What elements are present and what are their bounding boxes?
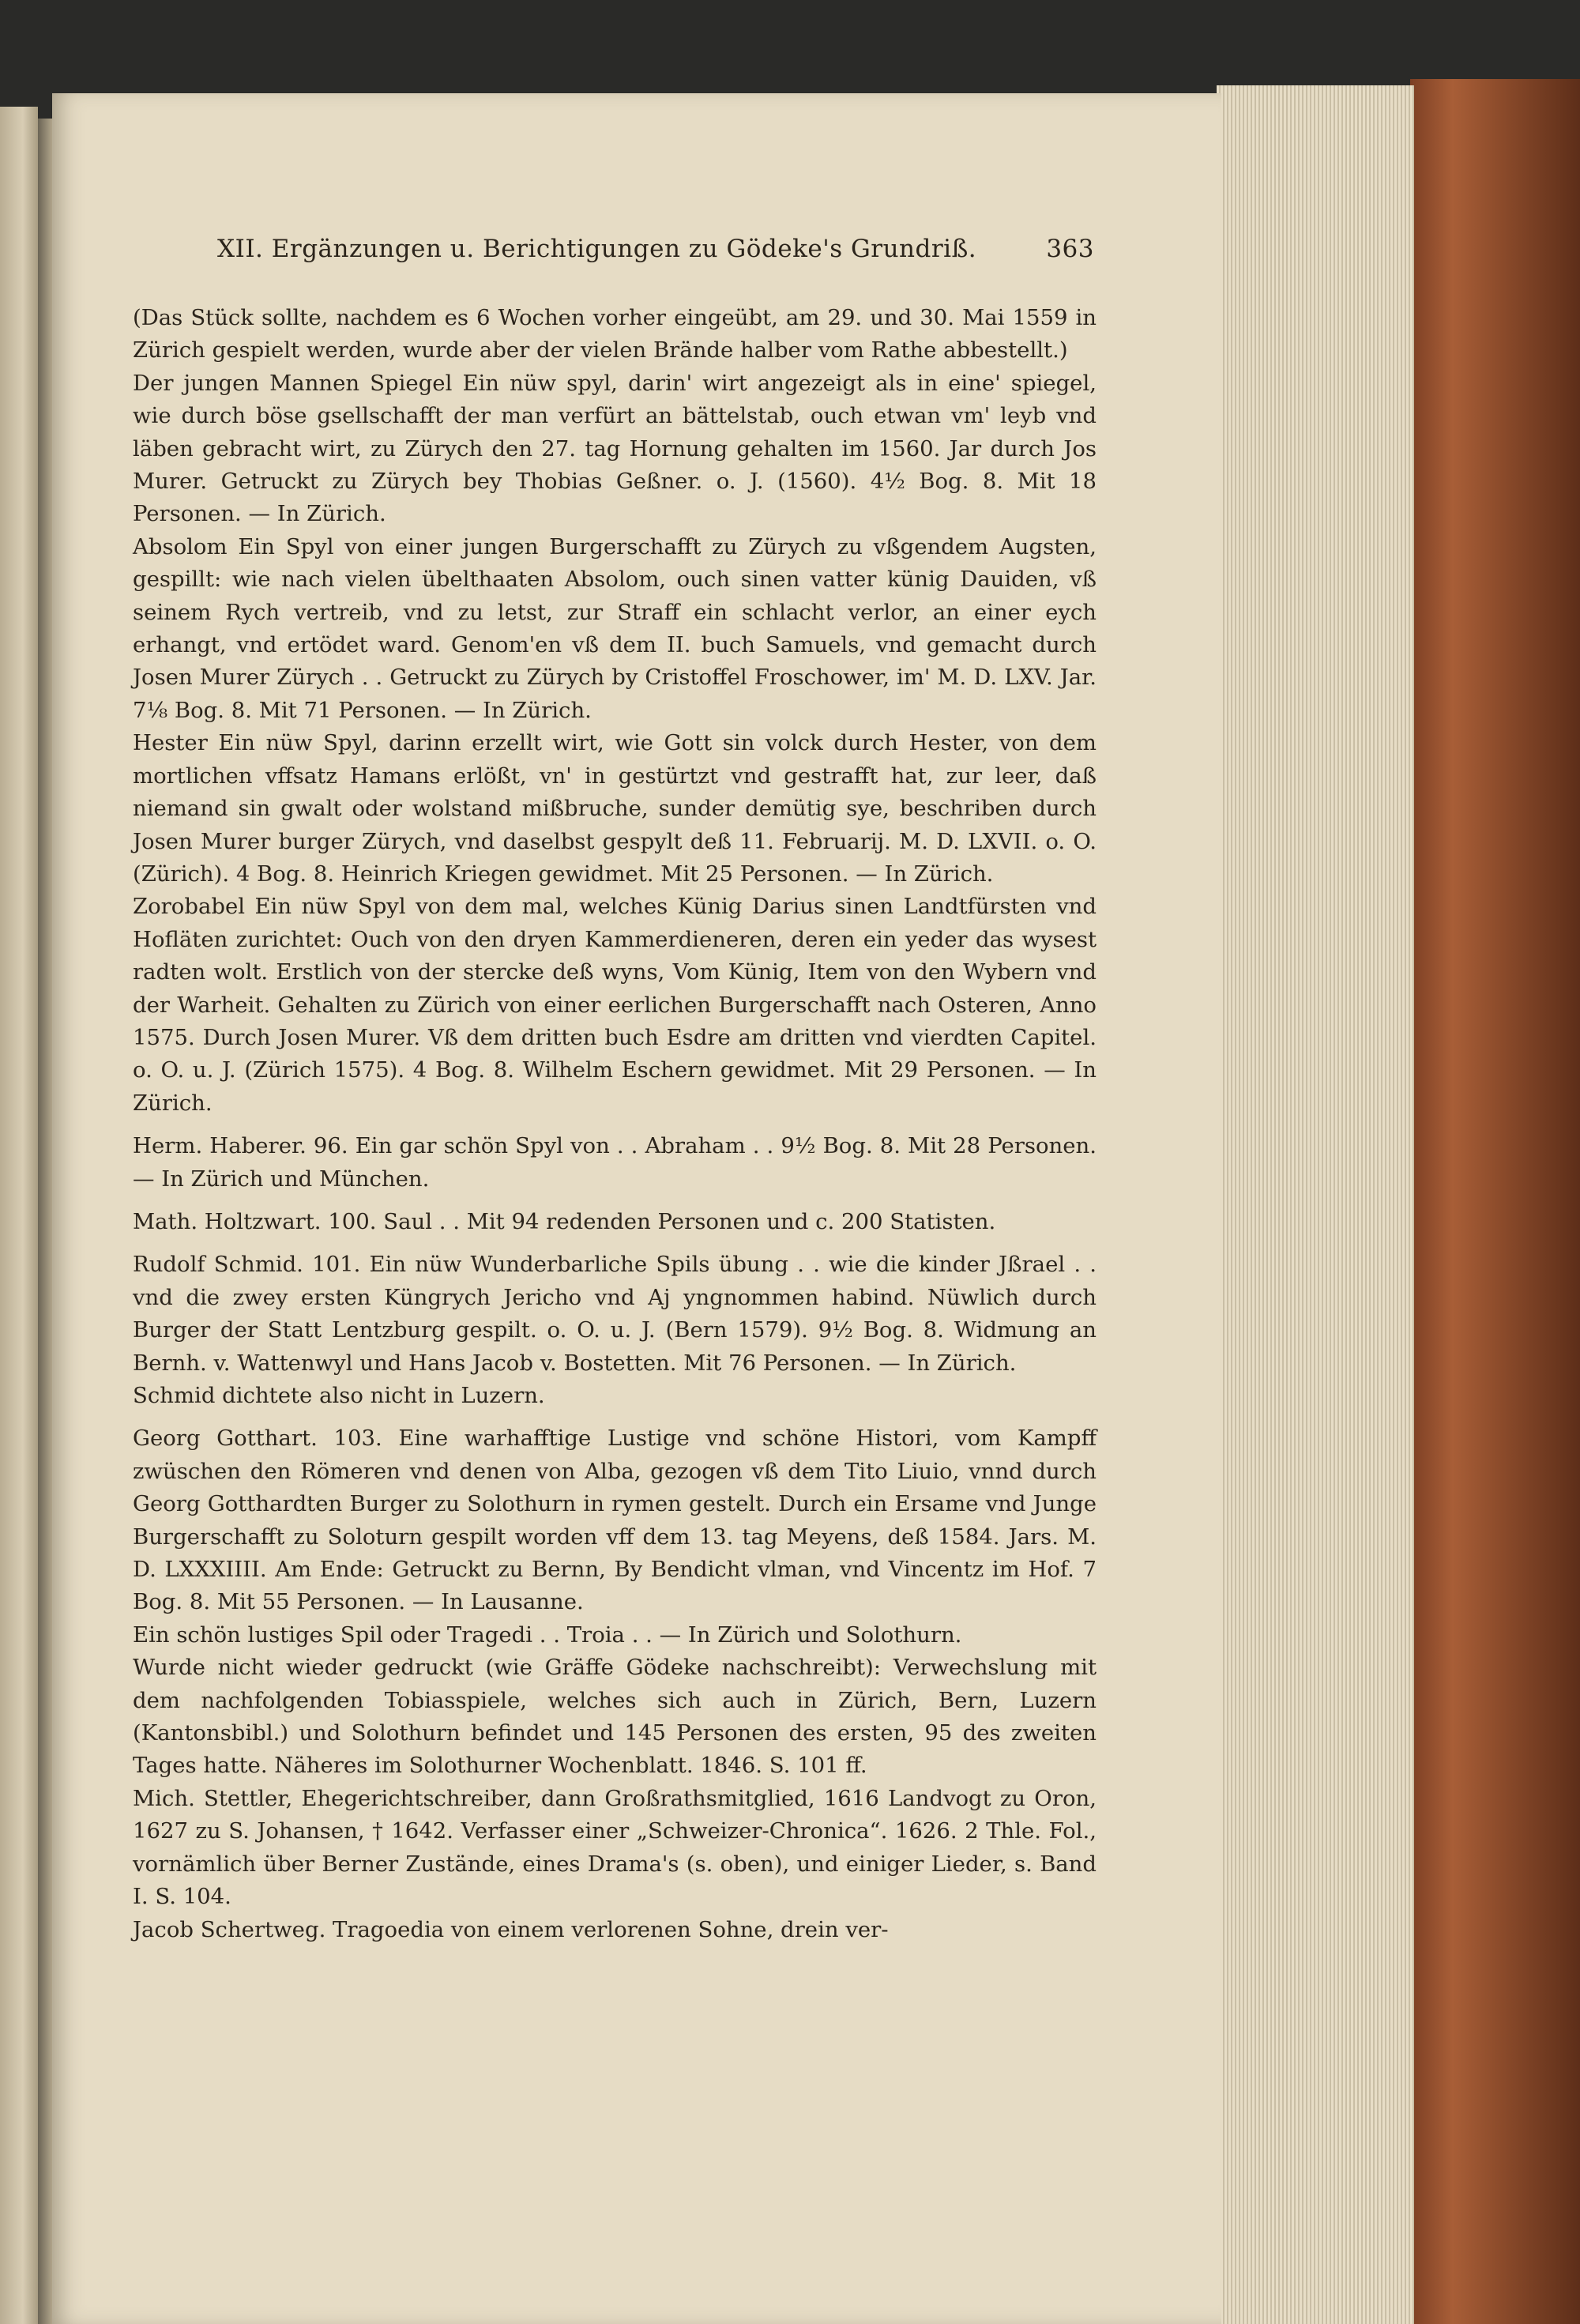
paragraph: Wurde nicht wieder gedruckt (wie Gräffe Gödeke nachschreibt): Verwechslung mit dem nachfolgenden Tobiasspiele, welches sich auch in Zürich, Bern, Luzern (Kantonsbibl.) und Solothurn befindet und 145 Personen des ersten, 95 des zweiten Tages hatte. Näheres im Solothurner Wochenblatt. 1846. S. 101 ff. <box>133 1655 1097 1779</box>
book-cover-edge <box>1410 79 1580 2324</box>
paragraph: Georg Gotthart. 103. Eine warhafftige Lustige vnd schöne Histori, vom Kampff zwüschen den Römeren vnd denen von Alba, gezogen vß dem Tito Liuio, vnnd durch Georg Gotthardten Burger zu Solothurn in rymen gestelt. Durch ein Ersame vnd Junge Burgerschafft zu Soloturn gespilt worden vff dem 13. tag Meyens, deß 1584. Jars. M. D. LXXXIIII. Am Ende: Getruckt zu Bernn, By Bendicht vlman, vnd Vincentz im Hof. 7 Bog. 8. Mit 55 Personen. — In Lausanne. <box>133 1426 1097 1615</box>
page-number: 363 <box>1046 235 1094 263</box>
paragraph: Der jungen Mannen Spiegel Ein nüw spyl, darin' wirt angezeigt als in eine' spiegel, wie durch böse gsellschafft der man verfürt an bättelstab, ouch etwan vm' leyb vnd läben gebracht wirt, zu Zürych den 27. tag Hornung gehalten im 1560. Jar durch Jos Murer. Getruckt zu Zürych bey Thobias Geßner. o. J. (1560). 4½ Bog. 8. Mit 18 Personen. — In Zürich. <box>133 370 1097 527</box>
paragraph: Hester Ein nüw Spyl, darinn erzellt wirt, wie Gott sin volck durch Hester, von dem mortlichen vffsatz Hamans erlößt, vn' in gestürtzt vnd gestrafft hat, zur leer, daß niemand sin gwalt oder wolstand mißbruche, sunder demütig sye, beschriben durch Josen Murer burger Zürych, vnd daselbst gespylt deß 11. Februarij. M. D. LXVII. o. O. (Zürich). 4 Bog. 8. Heinrich Kriegen gewidmet. Mit 25 Personen. — In Zürich. <box>133 730 1097 887</box>
running-header <box>217 235 1094 274</box>
paragraph: Schmid dichtete also nicht in Luzern. <box>133 1383 545 1408</box>
page-stack-edges <box>1217 85 1414 2324</box>
paragraph: Mich. Stettler, Ehegerichtschreiber, dann Großrathsmitglied, 1616 Landvogt zu Oron, 1627 zu S. Johansen, † 1642. Verfasser einer „Schweizer-Chronica“. 1626. 2 Thle. Fol., vornämlich über Berner Zustände, eines Drama's (s. oben), und einiger Lieder, s. Band I. S. 104. <box>133 1785 1097 1910</box>
paragraph: Absolom Ein Spyl von einer jungen Burgerschafft zu Zürych zu vßgendem Augsten, gespillt: wie nach vielen übelthaaten Absolom, ouch sinen vatter künig Dauiden, vß seinem Rych vertreib, vnd zu letst, zur Straff ein schlacht verlor, an einer eych erhangt, vnd ertödet ward. Genom'en vß dem II. buch Samuels, vnd gemacht durch Josen Murer Zürych . . Getruckt zu Zürych by Cristoffel Froschower, im' M. D. LXV. Jar. 7⅛ Bog. 8. Mit 71 Personen. — In Zürich. <box>133 533 1097 723</box>
paragraph: Jacob Schertweg. Tragoedia von einem verlorenen Sohne, drein ver- <box>133 1916 889 1942</box>
paragraph: Ein schön lustiges Spil oder Tragedi . . Troia . . — In Zürich und Solothurn. <box>133 1622 962 1648</box>
paragraph: Rudolf Schmid. 101. Ein nüw Wunderbarliche Spils übung . . wie die kinder Jßrael . . vnd die zwey ersten Küngrych Jericho vnd Aj yngnommen habind. Nüwlich durch Burger der Statt Lentzburg gespilt. o. O. u. J. (Bern 1579). 9½ Bog. 8. Widmung an Bernh. v. Wattenwyl und Hans Jacob v. Bostetten. Mit 76 Personen. — In Zürich. <box>133 1252 1097 1376</box>
running-title: XII. Ergänzungen u. Berichtigungen zu Gödeke's Grundriß. <box>217 235 977 263</box>
paragraph: Zorobabel Ein nüw Spyl von dem mal, welches Künig Darius sinen Landtfürsten vnd Hofläten zurichtet: Ouch von den dryen Kammerdieneren, deren ein yeder das wysest radten wolt. Erstlich von der stercke deß wyns, Vom Künig, Item von den Wybern vnd der Warheit. Gehalten zu Zürich von einer eerlichen Burgerschafft nach Osteren, Anno 1575. Durch Josen Murer. Vß dem dritten buch Esdre am dritten vnd vierdten Capitel. o. O. u. J. (Zürich 1575). 4 Bog. 8. Wilhelm Eschern gewidmet. Mit 29 Personen. — In Zürich. <box>133 894 1097 1116</box>
paragraph: Math. Holtzwart. 100. Saul . . Mit 94 redenden Personen und c. 200 Statisten. <box>133 1208 996 1234</box>
facing-page-edge <box>0 107 38 2324</box>
paragraph: (Das Stück sollte, nachdem es 6 Wochen vorher eingeübt, am 29. und 30. Mai 1559 in Zürich gespielt werden, wurde aber der vielen Brände halber vom Rathe abbestellt.) <box>133 305 1097 363</box>
paragraph: Herm. Haberer. 96. Ein gar schön Spyl von . . Abraham . . 9½ Bog. 8. Mit 28 Personen. — In Zürich und München. <box>133 1133 1097 1192</box>
book-gutter <box>38 119 54 2324</box>
page-body <box>133 302 1097 1946</box>
